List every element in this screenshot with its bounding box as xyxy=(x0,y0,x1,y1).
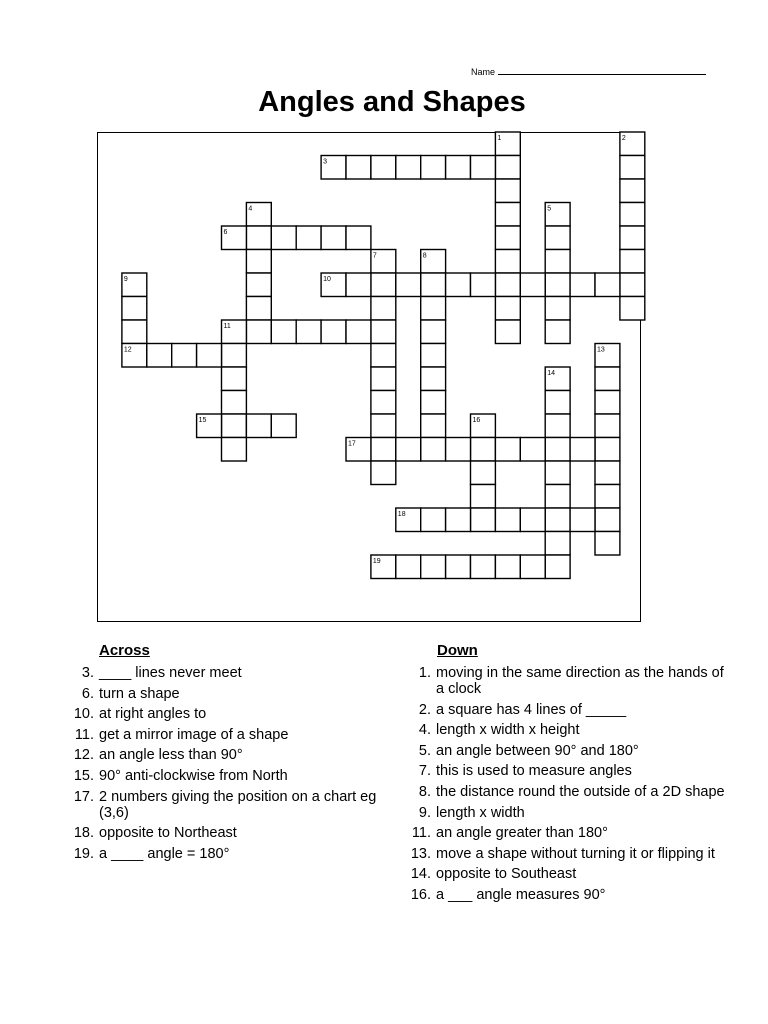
grid-cell[interactable] xyxy=(396,555,421,579)
grid-cell[interactable] xyxy=(421,367,446,391)
grid-cell[interactable] xyxy=(495,179,520,203)
clue-number-3: 3 xyxy=(323,158,328,166)
down-clue-text: a square has 4 lines of _____ xyxy=(436,701,627,718)
grid-cell[interactable] xyxy=(545,273,570,297)
grid-cell[interactable] xyxy=(296,226,321,250)
grid-cell[interactable] xyxy=(246,250,271,274)
grid-cell[interactable] xyxy=(421,508,446,532)
grid-cell[interactable] xyxy=(446,156,471,180)
down-clue-text: an angle greater than 180° xyxy=(436,825,608,842)
grid-cell[interactable] xyxy=(471,461,496,485)
across-clue-number: 18. xyxy=(73,825,94,842)
grid-cell[interactable] xyxy=(595,532,620,556)
grid-cell[interactable] xyxy=(122,297,147,321)
down-clue xyxy=(405,763,725,779)
grid-cell[interactable] xyxy=(222,344,247,368)
across-clue-text: turn a shape xyxy=(99,685,180,702)
grid-cell[interactable] xyxy=(495,320,520,344)
grid-cell[interactable] xyxy=(446,508,471,532)
page-title: Angles and Shapes xyxy=(258,86,526,118)
down-clue-text: move a shape without turning it or flipping it xyxy=(436,845,715,862)
grid-cell[interactable] xyxy=(421,320,446,344)
grid-cell[interactable] xyxy=(545,250,570,274)
down-clue-number: 16. xyxy=(410,886,431,903)
grid-cell[interactable] xyxy=(222,414,247,438)
grid-cell[interactable] xyxy=(595,367,620,391)
grid-cell[interactable] xyxy=(296,320,321,344)
across-clues xyxy=(68,642,388,866)
grid-cell[interactable] xyxy=(570,273,595,297)
across-clue-text: a ____ angle = 180° xyxy=(99,845,230,862)
clue-number-14: 14 xyxy=(547,370,555,377)
across-clue-number: 17. xyxy=(73,788,94,805)
grid-cell[interactable] xyxy=(595,414,620,438)
across-clue xyxy=(68,747,388,763)
across-clue xyxy=(68,665,388,681)
down-clue-text: opposite to Southeast xyxy=(436,866,577,883)
grid-cell[interactable] xyxy=(371,391,396,415)
grid-cell[interactable] xyxy=(346,156,371,180)
down-clue xyxy=(405,784,725,800)
clue-number-12: 12 xyxy=(123,346,132,354)
grid-cell[interactable] xyxy=(595,485,620,509)
grid-cell[interactable] xyxy=(495,438,520,462)
grid-cell[interactable] xyxy=(520,438,545,462)
grid-cell[interactable] xyxy=(620,273,645,297)
across-clue-text: opposite to Northeast xyxy=(99,825,237,842)
grid-cell[interactable] xyxy=(421,555,446,579)
grid-cell[interactable] xyxy=(471,485,496,509)
across-clue-text: get a mirror image of a shape xyxy=(99,726,289,743)
grid-cell[interactable] xyxy=(620,203,645,227)
down-clue-number: 7. xyxy=(418,763,431,780)
down-clue xyxy=(405,722,725,738)
down-clue xyxy=(405,665,725,697)
grid-cell[interactable] xyxy=(595,438,620,462)
across-clue-text: ____ lines never meet xyxy=(99,665,242,681)
grid-cell[interactable] xyxy=(471,156,496,180)
down-clue xyxy=(405,887,725,903)
grid-cell[interactable] xyxy=(421,273,446,297)
grid-cell[interactable] xyxy=(595,508,620,532)
down-clue-number: 14. xyxy=(410,866,431,883)
grid-cell[interactable] xyxy=(620,250,645,274)
grid-cell[interactable] xyxy=(446,555,471,579)
clue-number-5: 5 xyxy=(547,205,552,213)
down-heading: Down xyxy=(437,642,478,659)
grid-cell[interactable] xyxy=(371,297,396,321)
down-clue-list xyxy=(405,665,725,903)
grid-cell[interactable] xyxy=(246,226,271,250)
across-clue-text: an angle less than 90° xyxy=(99,747,243,764)
grid-cell[interactable] xyxy=(421,297,446,321)
grid-cell[interactable] xyxy=(620,297,645,321)
clue-number-15: 15 xyxy=(198,417,207,424)
grid-cell[interactable] xyxy=(147,344,172,368)
across-clue xyxy=(68,686,388,702)
across-clue xyxy=(68,846,388,862)
grid-cell[interactable] xyxy=(471,438,496,462)
grid-cell[interactable] xyxy=(371,414,396,438)
down-clue-number: 9. xyxy=(418,804,431,821)
grid-cell[interactable] xyxy=(122,320,147,344)
grid-cell[interactable] xyxy=(495,555,520,579)
down-clue-text: this is used to measure angles xyxy=(436,763,632,780)
grid-cell[interactable] xyxy=(371,156,396,180)
grid-cell[interactable] xyxy=(495,273,520,297)
clue-number-16: 16 xyxy=(472,417,481,424)
grid-cell[interactable] xyxy=(271,320,296,344)
down-clue xyxy=(405,743,725,759)
grid-cell[interactable] xyxy=(321,320,346,344)
across-clue-number: 10. xyxy=(73,706,94,723)
grid-cell[interactable] xyxy=(396,438,421,462)
grid-cell[interactable] xyxy=(471,273,496,297)
grid-cell[interactable] xyxy=(421,414,446,438)
across-clue-text: 90° anti-clockwise from North xyxy=(99,767,288,784)
clue-number-9: 9 xyxy=(123,276,128,283)
clue-number-18: 18 xyxy=(397,511,406,518)
clue-number-6: 6 xyxy=(223,229,228,236)
grid-cell[interactable] xyxy=(570,508,595,532)
grid-cell[interactable] xyxy=(371,273,396,297)
grid-cell[interactable] xyxy=(495,508,520,532)
grid-cell[interactable] xyxy=(495,156,520,180)
down-clue xyxy=(405,702,725,718)
clue-number-13: 13 xyxy=(597,346,605,354)
down-clues xyxy=(405,642,725,908)
grid-cell[interactable] xyxy=(346,320,371,344)
down-clue-text: length x width xyxy=(436,804,525,821)
down-clue xyxy=(405,846,725,862)
grid-cell[interactable] xyxy=(446,438,471,462)
grid-cell[interactable] xyxy=(595,391,620,415)
clue-number-17: 17 xyxy=(348,440,356,448)
grid-cell[interactable] xyxy=(371,367,396,391)
grid-cell[interactable] xyxy=(371,344,396,368)
grid-cell[interactable] xyxy=(446,273,471,297)
grid-cell[interactable] xyxy=(520,508,545,532)
grid-cell[interactable] xyxy=(371,461,396,485)
down-clue-text: an angle between 90° and 180° xyxy=(436,742,639,759)
down-clue-number: 11. xyxy=(411,825,431,842)
grid-cell[interactable] xyxy=(396,156,421,180)
across-clue xyxy=(68,706,388,722)
across-clue-number: 3. xyxy=(81,665,94,681)
grid-cell[interactable] xyxy=(197,344,222,368)
grid-cell[interactable] xyxy=(545,508,570,532)
grid-cell[interactable] xyxy=(545,391,570,415)
across-clue-number: 11. xyxy=(74,726,94,743)
grid-cell[interactable] xyxy=(271,414,296,438)
grid-cell[interactable] xyxy=(495,250,520,274)
across-clue-number: 12. xyxy=(73,747,94,764)
across-clue xyxy=(68,727,388,743)
grid-cell[interactable] xyxy=(545,297,570,321)
grid-cell[interactable] xyxy=(246,320,271,344)
grid-cell[interactable] xyxy=(396,273,421,297)
grid-cell[interactable] xyxy=(620,156,645,180)
grid-cell[interactable] xyxy=(222,391,247,415)
grid-cell[interactable] xyxy=(545,226,570,250)
grid-cell[interactable] xyxy=(545,438,570,462)
grid-cell[interactable] xyxy=(545,555,570,579)
down-clue xyxy=(405,825,725,841)
across-clue xyxy=(68,825,388,841)
grid-cell[interactable] xyxy=(421,391,446,415)
down-clue xyxy=(405,866,725,882)
grid-cell[interactable] xyxy=(321,226,346,250)
grid-cell[interactable] xyxy=(222,438,247,462)
across-clue-text: at right angles to xyxy=(99,706,207,723)
grid-cell[interactable] xyxy=(545,532,570,556)
grid-cell[interactable] xyxy=(371,320,396,344)
grid-cell[interactable] xyxy=(471,508,496,532)
down-clue-text: a ___ angle measures 90° xyxy=(436,886,606,903)
across-clue-number: 15. xyxy=(73,767,94,784)
clue-number-7: 7 xyxy=(372,252,377,260)
grid-cell[interactable] xyxy=(545,485,570,509)
across-heading: Across xyxy=(99,642,150,659)
clue-number-4: 4 xyxy=(248,205,253,213)
grid-cell[interactable] xyxy=(346,226,371,250)
grid-cell[interactable] xyxy=(595,273,620,297)
down-clue-number: 13. xyxy=(410,845,431,862)
down-clue-text: length x width x height xyxy=(436,722,580,739)
across-clue-list xyxy=(68,665,388,862)
grid-cell[interactable] xyxy=(545,461,570,485)
across-clue xyxy=(68,768,388,784)
grid-cell[interactable] xyxy=(545,414,570,438)
grid-cell[interactable] xyxy=(271,226,296,250)
grid-cell[interactable] xyxy=(421,344,446,368)
grid-cell[interactable] xyxy=(246,273,271,297)
clue-number-10: 10 xyxy=(323,276,331,283)
grid-cell[interactable] xyxy=(172,344,197,368)
down-clue-number: 8. xyxy=(418,783,431,800)
grid-cell[interactable] xyxy=(421,438,446,462)
grid-cell[interactable] xyxy=(570,438,595,462)
down-clue-number: 1. xyxy=(418,665,431,681)
grid-cell[interactable] xyxy=(520,555,545,579)
across-clue-text: 2 numbers giving the position on a chart eg (3,6) xyxy=(99,788,377,821)
grid-cell[interactable] xyxy=(545,320,570,344)
grid-cell[interactable] xyxy=(421,156,446,180)
down-clue-number: 2. xyxy=(418,701,431,718)
clue-number-1: 1 xyxy=(497,135,502,142)
across-clue-number: 6. xyxy=(81,685,94,702)
name-label: Name xyxy=(471,67,496,77)
down-clue-text: moving in the same direction as the hands of a clock xyxy=(436,665,724,697)
down-clue-number: 4. xyxy=(418,722,431,739)
grid-cell[interactable] xyxy=(471,555,496,579)
clue-number-11: 11 xyxy=(223,323,231,330)
grid-cell[interactable] xyxy=(346,273,371,297)
down-clue-number: 5. xyxy=(418,742,431,759)
down-clue xyxy=(405,805,725,821)
clue-number-8: 8 xyxy=(422,252,427,260)
grid-cell[interactable] xyxy=(495,203,520,227)
grid-cell[interactable] xyxy=(246,297,271,321)
grid-cell[interactable] xyxy=(495,297,520,321)
grid-cell[interactable] xyxy=(495,226,520,250)
grid-cell[interactable] xyxy=(371,438,396,462)
across-clue-number: 19. xyxy=(73,845,94,862)
grid-cell[interactable] xyxy=(620,179,645,203)
grid-cell[interactable] xyxy=(595,461,620,485)
clue-number-2: 2 xyxy=(621,135,626,142)
grid-cell[interactable] xyxy=(620,226,645,250)
across-clue xyxy=(68,789,388,821)
grid-cell[interactable] xyxy=(520,273,545,297)
grid-cell[interactable] xyxy=(222,367,247,391)
grid-cell[interactable] xyxy=(246,414,271,438)
down-clue-text: the distance round the outside of a 2D shape xyxy=(436,783,725,800)
clue-number-19: 19 xyxy=(372,558,381,565)
